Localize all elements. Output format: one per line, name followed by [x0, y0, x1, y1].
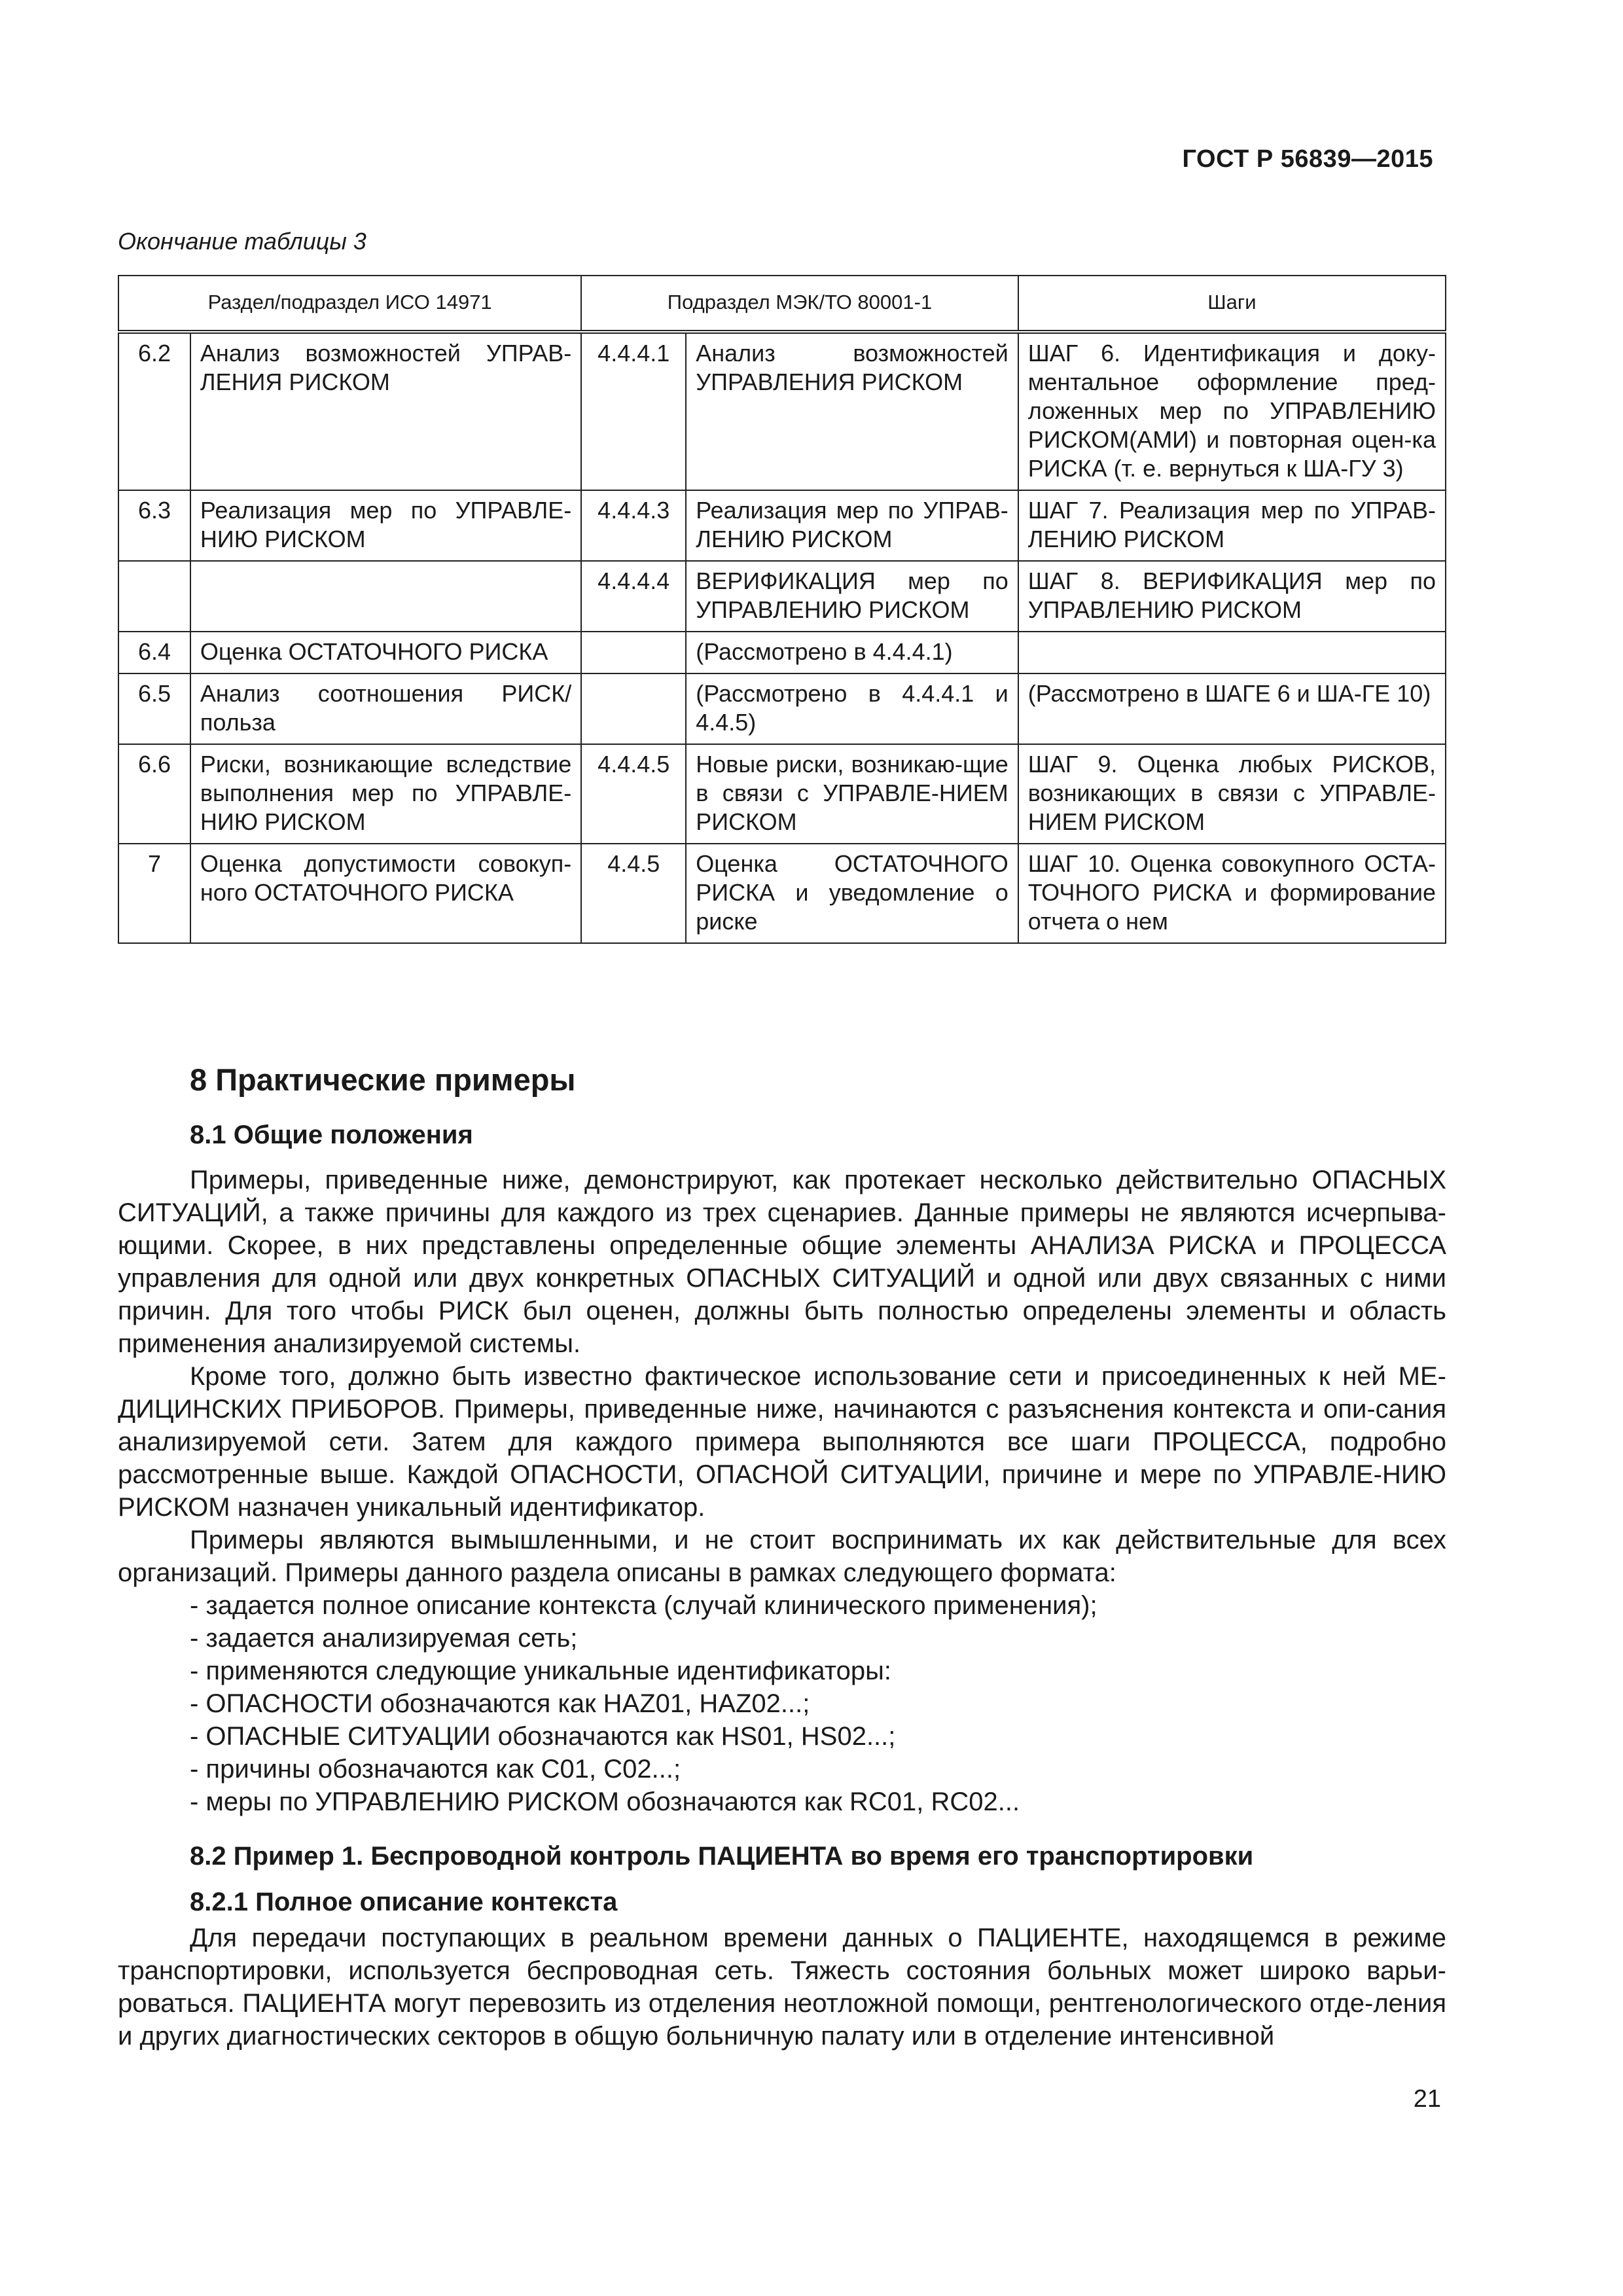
- table-row: [118, 561, 1446, 632]
- section-8: [118, 1060, 1446, 2053]
- iec-number: 4.4.4.1: [581, 332, 686, 490]
- step-text: ШАГ 10. Оценка совокупного ОСТА-ТОЧНОГО РИСКА и формирование отчета о нем: [1018, 844, 1446, 943]
- list-item: - ОПАСНЫЕ СИТУАЦИИ обозначаются как HS01, HS02...;: [190, 1722, 896, 1751]
- step-text: ШАГ 6. Идентификация и доку-ментальное оформление пред-ложенных мер по УПРАВЛЕНИЮ РИСКОМ(АМИ) и повторная оцен-ка РИСКА (т. е. вернуться к ША-ГУ 3): [1018, 332, 1446, 490]
- list-item: - задается анализируемая сеть;: [190, 1624, 578, 1653]
- iso-text: Риски, возникающие вследствие выполнения мер по УПРАВЛЕ-НИЮ РИСКОМ: [190, 744, 581, 844]
- step-text: (Рассмотрено в ШАГЕ 6 и ША-ГЕ 10): [1018, 673, 1446, 744]
- step-text: ШАГ 8. ВЕРИФИКАЦИЯ мер по УПРАВЛЕНИЮ РИСКОМ: [1018, 561, 1446, 632]
- iec-number: 4.4.4.5: [581, 744, 686, 844]
- section-title: 8 Практические примеры: [190, 1062, 576, 1097]
- standard-code: ГОСТ Р 56839—2015: [1182, 145, 1433, 173]
- iec-text: Оценка ОСТАТОЧНОГО РИСКА и уведомление о риске: [686, 844, 1018, 943]
- iso-number: 6.3: [118, 490, 190, 561]
- iec-number: 4.4.4.4: [581, 561, 686, 632]
- paragraph: Примеры, приведенные ниже, демонстрируют, как протекает несколько действительно ОПАСНЫХ СИТУАЦИЙ, а также причины для каждого из трех сценариев. Данные примеры не являются исчерпыва-ющими. Скорее, в них представлены определенные общие элементы АНАЛИЗА РИСКА и ПРОЦЕССА управления для одной или двух конкретных ОПАСНЫХ СИТУАЦИЙ и одной или двух связанных с ними причин. Для того чтобы РИСК был оценен, должны быть полностью определены элементы и область применения анализируемой системы.: [118, 1166, 1446, 1358]
- iso-number: 6.6: [118, 744, 190, 844]
- subsection-title: 8.2.1 Полное описание контекста: [190, 1888, 618, 1916]
- subsection-title: 8.1 Общие положения: [190, 1121, 473, 1149]
- iec-number: 4.4.4.3: [581, 490, 686, 561]
- iec-number: 4.4.5: [581, 844, 686, 943]
- iso-text: Оценка ОСТАТОЧНОГО РИСКА: [190, 632, 581, 673]
- iec-text: Анализ возможностей УПРАВЛЕНИЯ РИСКОМ: [686, 332, 1018, 490]
- paragraph: Кроме того, должно быть известно фактическое использование сети и присоединенных к ней МЕ-ДИЦИНСКИХ ПРИБОРОВ. Примеры, приведенные ниже, начинаются с разъяснения контекста и опи-сания анализируемой сети. Затем для каждого примера выполняются все шаги ПРОЦЕССА, подробно рассмотренные выше. Каждой ОПАСНОСТИ, ОПАСНОЙ СИТУАЦИИ, причине и мере по УПРАВЛЕ-НИЮ РИСКОМ назначен уникальный идентификатор.: [118, 1362, 1446, 1522]
- iso-text: Анализ соотношения РИСК/ польза: [190, 673, 581, 744]
- table-row: [118, 332, 1446, 490]
- iso-number: 6.5: [118, 673, 190, 744]
- step-text: ШАГ 7. Реализация мер по УПРАВ-ЛЕНИЮ РИСКОМ: [1018, 490, 1446, 561]
- iec-text: ВЕРИФИКАЦИЯ мер по УПРАВЛЕНИЮ РИСКОМ: [686, 561, 1018, 632]
- iec-text: Реализация мер по УПРАВ-ЛЕНИЮ РИСКОМ: [686, 490, 1018, 561]
- list-item: - ОПАСНОСТИ обозначаются как HAZ01, HAZ02...;: [190, 1689, 810, 1718]
- table-row: [118, 632, 1446, 673]
- page-number: 21: [1413, 2085, 1441, 2113]
- step-text: [1018, 632, 1446, 673]
- table-header-row: [118, 276, 1446, 332]
- mapping-table: [118, 275, 1446, 944]
- step-text: ШАГ 9. Оценка любых РИСКОВ, возникающих в связи с УПРАВЛЕ-НИЕМ РИСКОМ: [1018, 744, 1446, 844]
- paragraph: Для передачи поступающих в реальном времени данных о ПАЦИЕНТЕ, находящемся в режиме транспортировки, используется беспроводная сеть. Тяжесть состояния больных может широко варьи-роваться. ПАЦИЕНТА могут перевозить из отделения неотложной помощи, рентгенологического отде-ления и других диагностических секторов в общую больничную палату или в отделение интенсивной: [118, 1924, 1446, 2051]
- list-item: - задается полное описание контекста (случай клинического применения);: [190, 1591, 1097, 1620]
- table-caption: Окончание таблицы 3: [118, 228, 366, 255]
- column-header: Шаги: [1018, 276, 1446, 332]
- table-row: [118, 844, 1446, 943]
- iso-number: 6.2: [118, 332, 190, 490]
- iso-text: Анализ возможностей УПРАВ-ЛЕНИЯ РИСКОМ: [190, 332, 581, 490]
- column-header: Раздел/подраздел ИСО 14971: [118, 276, 581, 332]
- iso-text: Реализация мер по УПРАВЛЕ-НИЮ РИСКОМ: [190, 490, 581, 561]
- table-row: [118, 490, 1446, 561]
- iso-number: [118, 561, 190, 632]
- iso-number: 6.4: [118, 632, 190, 673]
- iec-text: (Рассмотрено в 4.4.4.1 и 4.4.5): [686, 673, 1018, 744]
- iec-number: [581, 632, 686, 673]
- list-item: - применяются следующие уникальные идентификаторы:: [190, 1657, 891, 1685]
- iso-number: 7: [118, 844, 190, 943]
- iso-text: [190, 561, 581, 632]
- paragraph: Примеры являются вымышленными, и не стоит воспринимать их как действительные для всех организаций. Примеры данного раздела описаны в рамках следующего формата:: [118, 1526, 1446, 1587]
- column-header: Подраздел МЭК/ТО 80001-1: [581, 276, 1018, 332]
- list-item: - меры по УПРАВЛЕНИЮ РИСКОМ обозначаются как RC01, RC02...: [190, 1787, 1020, 1816]
- table-row: [118, 744, 1446, 844]
- table-row: [118, 673, 1446, 744]
- format-list: [118, 1589, 1446, 1818]
- list-item: - причины обозначаются как C01, C02...;: [190, 1755, 681, 1784]
- iec-number: [581, 673, 686, 744]
- iec-text: (Рассмотрено в 4.4.4.1): [686, 632, 1018, 673]
- iec-text: Новые риски, возникаю-щие в связи с УПРАВЛЕ-НИЕМ РИСКОМ: [686, 744, 1018, 844]
- subsection-title: 8.2 Пример 1. Беспроводной контроль ПАЦИЕНТА во время его транспортировки: [190, 1842, 1254, 1871]
- iso-text: Оценка допустимости совокуп-ного ОСТАТОЧНОГО РИСКА: [190, 844, 581, 943]
